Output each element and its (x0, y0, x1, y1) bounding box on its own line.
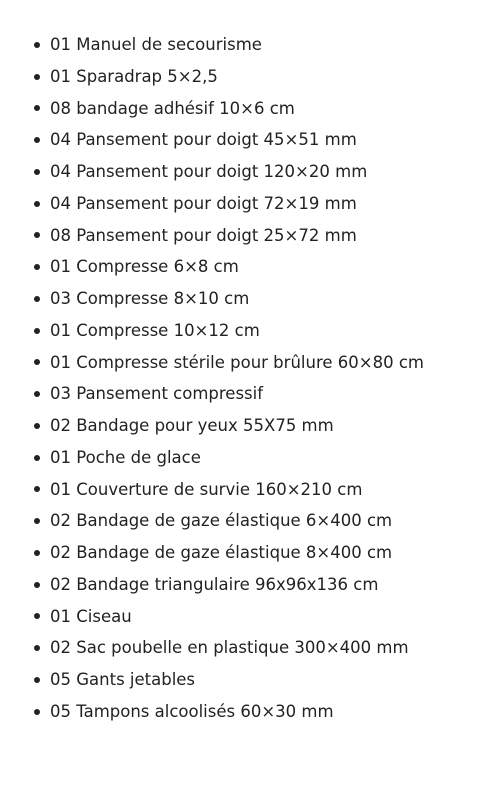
list-item (0, 537, 500, 569)
bullet-icon (34, 677, 40, 683)
list-item (0, 410, 500, 442)
list-item-text: 08 bandage adhésif 10×6 cm (50, 98, 295, 118)
list-item (0, 283, 500, 315)
list-item-text: 01 Sparadrap 5×2,5 (50, 66, 218, 86)
list-item (0, 474, 500, 506)
list-item (0, 315, 500, 347)
bullet-icon (34, 709, 40, 715)
list-item-text: 02 Bandage de gaze élastique 6×400 cm (50, 511, 393, 531)
list-item-text: 02 Sac poubelle en plastique 300×400 mm (50, 638, 409, 658)
list-item (0, 220, 500, 252)
list-item-text: 01 Compresse 10×12 cm (50, 320, 260, 340)
list-item (0, 188, 500, 220)
bullet-icon (34, 328, 40, 334)
bullet-icon (34, 423, 40, 429)
list-item-text: 02 Bandage de gaze élastique 8×400 cm (50, 543, 393, 562)
list-item-text: 01 Manuel de secourisme (50, 35, 262, 54)
list-item (0, 378, 500, 410)
list-item (0, 664, 500, 696)
bullet-icon (34, 74, 40, 80)
list-item (0, 601, 500, 633)
list-item-text: 05 Tampons alcoolisés 60×30 mm (50, 701, 334, 721)
bullet-icon (34, 455, 40, 461)
bullet-icon (34, 518, 40, 524)
list-item-text: 03 Compresse 8×10 cm (50, 289, 250, 308)
bullet-icon (34, 264, 40, 270)
list-item-text: 03 Pansement compressif (50, 384, 264, 404)
list-item-text: 08 Pansement pour doigt 25×72 mm (50, 225, 357, 245)
bullet-icon (34, 42, 40, 48)
bullet-icon (34, 645, 40, 651)
bullet-icon (34, 486, 40, 492)
list-item-text: 01 Couverture de survie 160×210 cm (50, 479, 363, 499)
kit-contents-list (0, 29, 500, 728)
list-item (0, 61, 500, 93)
bullet-icon (34, 169, 40, 175)
list-item (0, 505, 500, 537)
bullet-icon (34, 232, 40, 238)
bullet-icon (34, 201, 40, 207)
list-item-text: 05 Gants jetables (50, 670, 196, 689)
list-item-text: 01 Compresse stérile pour brûlure 60×80 cm (50, 352, 424, 372)
list-item (0, 569, 500, 601)
bullet-icon (34, 137, 40, 143)
list-item-text: 02 Bandage triangulaire 96x96x136 cm (50, 574, 379, 594)
list-item-text: 04 Pansement pour doigt 120×20 mm (50, 162, 368, 181)
bullet-icon (34, 105, 40, 111)
list-item (0, 29, 500, 61)
list-item (0, 124, 500, 156)
bullet-icon (34, 582, 40, 588)
list-item-text: 01 Compresse 6×8 cm (50, 257, 239, 277)
list-item-text: 02 Bandage pour yeux 55X75 mm (50, 416, 334, 435)
list-item (0, 442, 500, 474)
list-item (0, 696, 500, 728)
list-item (0, 251, 500, 283)
list-item (0, 632, 500, 664)
bullet-icon (34, 359, 40, 365)
bullet-icon (34, 296, 40, 302)
list-item-text: 01 Poche de glace (50, 447, 201, 467)
list-item-text: 01 Ciseau (50, 606, 132, 626)
list-item (0, 156, 500, 188)
bullet-icon (34, 613, 40, 619)
list-item (0, 347, 500, 379)
list-item (0, 93, 500, 125)
bullet-icon (34, 391, 40, 397)
list-item-text: 04 Pansement pour doigt 45×51 mm (50, 130, 357, 150)
list-item-text: 04 Pansement pour doigt 72×19 mm (50, 193, 357, 213)
bullet-icon (34, 550, 40, 556)
